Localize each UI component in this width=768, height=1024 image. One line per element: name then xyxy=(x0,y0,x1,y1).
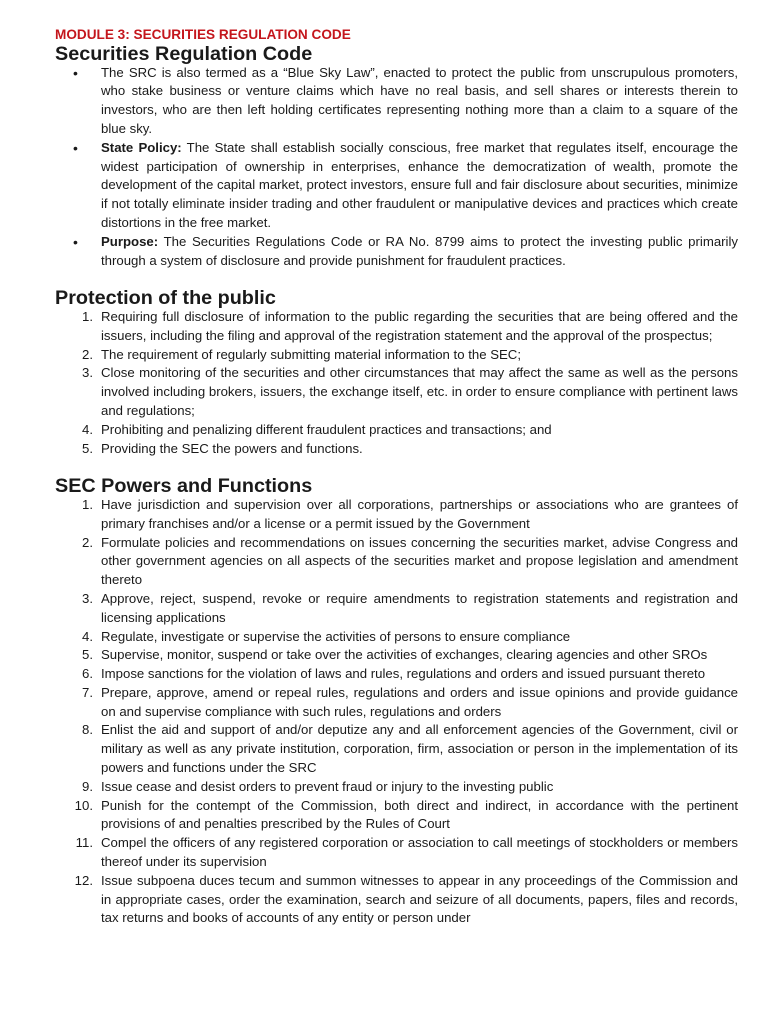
item-text: Impose sanctions for the violation of laws and rules, regulations and orders and issued pursuant thereto xyxy=(101,666,706,682)
item-text: Compel the officers of any registered corporation or association to call meetings of stockholders or members thereof under its supervision xyxy=(101,835,738,870)
item-number: 8. xyxy=(82,722,93,738)
list-item xyxy=(55,628,738,647)
item-text: Punish for the contempt of the Commission, both direct and indirect, in accordance with the pertinent provisions of and penalties prescribed by the Rules of Court xyxy=(101,797,738,832)
item-number: 10. xyxy=(74,797,93,813)
item-text: Prepare, approve, amend or repeal rules, regulations and orders and issue opinions and provide guidance on and supervise compliance with such rules, regulations and orders xyxy=(101,684,738,719)
item-number: 5. xyxy=(82,647,93,663)
item-text: Providing the SEC the powers and functions. xyxy=(101,440,363,456)
module-title: MODULE 3: SECURITIES REGULATION CODE xyxy=(55,27,351,42)
item-number: 3. xyxy=(82,365,93,381)
item-number: 4. xyxy=(82,628,93,644)
item-number: 2. xyxy=(82,346,93,362)
list-item xyxy=(55,834,738,872)
list-item xyxy=(55,496,738,534)
item-number: 1. xyxy=(82,496,93,512)
bullet-lead: State Policy: xyxy=(101,139,182,155)
bullet-text: The SRC is also termed as a “Blue Sky Law”, enacted to protect the public from unscrupulous promoters, who stake business or venture claims which have no real basis, and sell shares or interests therein to investors, who are then left holding certificates representing nothing more than a claim to a square of the blue sky. xyxy=(101,64,738,136)
src-bullet-list xyxy=(55,64,738,271)
item-number: 7. xyxy=(82,684,93,700)
item-text: Requiring full disclosure of information to the public regarding the securities that are being offered and the issuers, including the filing and approval of the registration statement and the approval of the prospectus; xyxy=(101,308,738,343)
bullet-item xyxy=(55,233,738,271)
list-item xyxy=(55,797,738,835)
item-text: Prohibiting and penalizing different fraudulent practices and transactions; and xyxy=(101,421,552,437)
section-title-src: Securities Regulation Code xyxy=(55,42,313,65)
item-number: 3. xyxy=(82,590,93,606)
bullet-text: The State shall establish socially conscious, free market that regulates itself, encourage the widest participation of ownership in enterprises, enhance the democratization of wealth, promote the development of the capital market, protect investors, ensure full and fair disclosure about securities, minimize if not totally eliminate insider trading and other fraudulent or manipulative devices and practices which create distortions in the free market. xyxy=(101,139,738,230)
list-item xyxy=(55,308,738,346)
item-number: 6. xyxy=(82,666,93,682)
list-item xyxy=(55,665,738,684)
bullet-item xyxy=(55,139,738,233)
item-text: Issue cease and desist orders to prevent fraud or injury to the investing public xyxy=(101,778,554,794)
item-number: 9. xyxy=(82,778,93,794)
item-text: Supervise, monitor, suspend or take over the activities of exchanges, clearing agencies and other SROs xyxy=(101,647,708,663)
item-number: 12. xyxy=(74,872,93,888)
bullet-lead: Purpose: xyxy=(101,233,159,249)
bullet-item xyxy=(55,64,738,139)
item-text: Close monitoring of the securities and other circumstances that may affect the same as well as the persons involved including brokers, issuers, the exchange itself, etc. in order to ensure compliance with pertinent laws and regulations; xyxy=(101,365,738,418)
item-number: 2. xyxy=(82,534,93,550)
list-item xyxy=(55,778,738,797)
section-title-protection: Protection of the public xyxy=(55,287,276,310)
list-item xyxy=(55,346,738,365)
item-text: Formulate policies and recommendations on issues concerning the securities market, advise Congress and other government agencies on all aspects of the securities market and propose legislation and amendment thereto xyxy=(101,534,738,588)
section-title-powers: SEC Powers and Functions xyxy=(55,475,313,498)
list-item xyxy=(55,534,738,590)
list-item xyxy=(55,364,738,420)
list-item xyxy=(55,421,738,440)
list-item xyxy=(55,590,738,628)
item-text: Enlist the aid and support of and/or deputize any and all enforcement agencies of the Government, civil or military as well as any private institution, corporation, firm, association or person in the implementation of its powers and functions under the SRC xyxy=(101,722,738,776)
list-item xyxy=(55,684,738,722)
protection-list xyxy=(55,308,738,458)
item-text: Issue subpoena duces tecum and summon witnesses to appear in any proceedings of the Commission and in appropriate cases, order the examination, search and seizure of all documents, papers, files and records, tax returns and books of accounts of any entity or person under xyxy=(101,872,738,926)
item-number: 5. xyxy=(82,440,93,456)
list-item xyxy=(55,440,738,459)
list-item xyxy=(55,721,738,777)
item-text: Approve, reject, suspend, revoke or require amendments to registration statements and registration and licensing applications xyxy=(101,590,738,625)
item-number: 4. xyxy=(82,421,93,437)
item-number: 11. xyxy=(75,835,93,851)
item-text: Regulate, investigate or supervise the activities of persons to ensure compliance xyxy=(101,628,571,644)
item-text: Have jurisdiction and supervision over all corporations, partnerships or associations who are grantees of primary franchises and/or a license or a permit issued by the Government xyxy=(101,496,738,531)
bullet-text: The Securities Regulations Code or RA No. 8799 aims to protect the investing public primarily through a system of disclosure and provide punishment for fraudulent practices. xyxy=(101,233,738,268)
powers-list xyxy=(55,496,738,928)
item-number: 1. xyxy=(82,308,93,324)
list-item xyxy=(55,872,738,928)
item-text: The requirement of regularly submitting material information to the SEC; xyxy=(101,346,521,362)
list-item xyxy=(55,646,738,665)
